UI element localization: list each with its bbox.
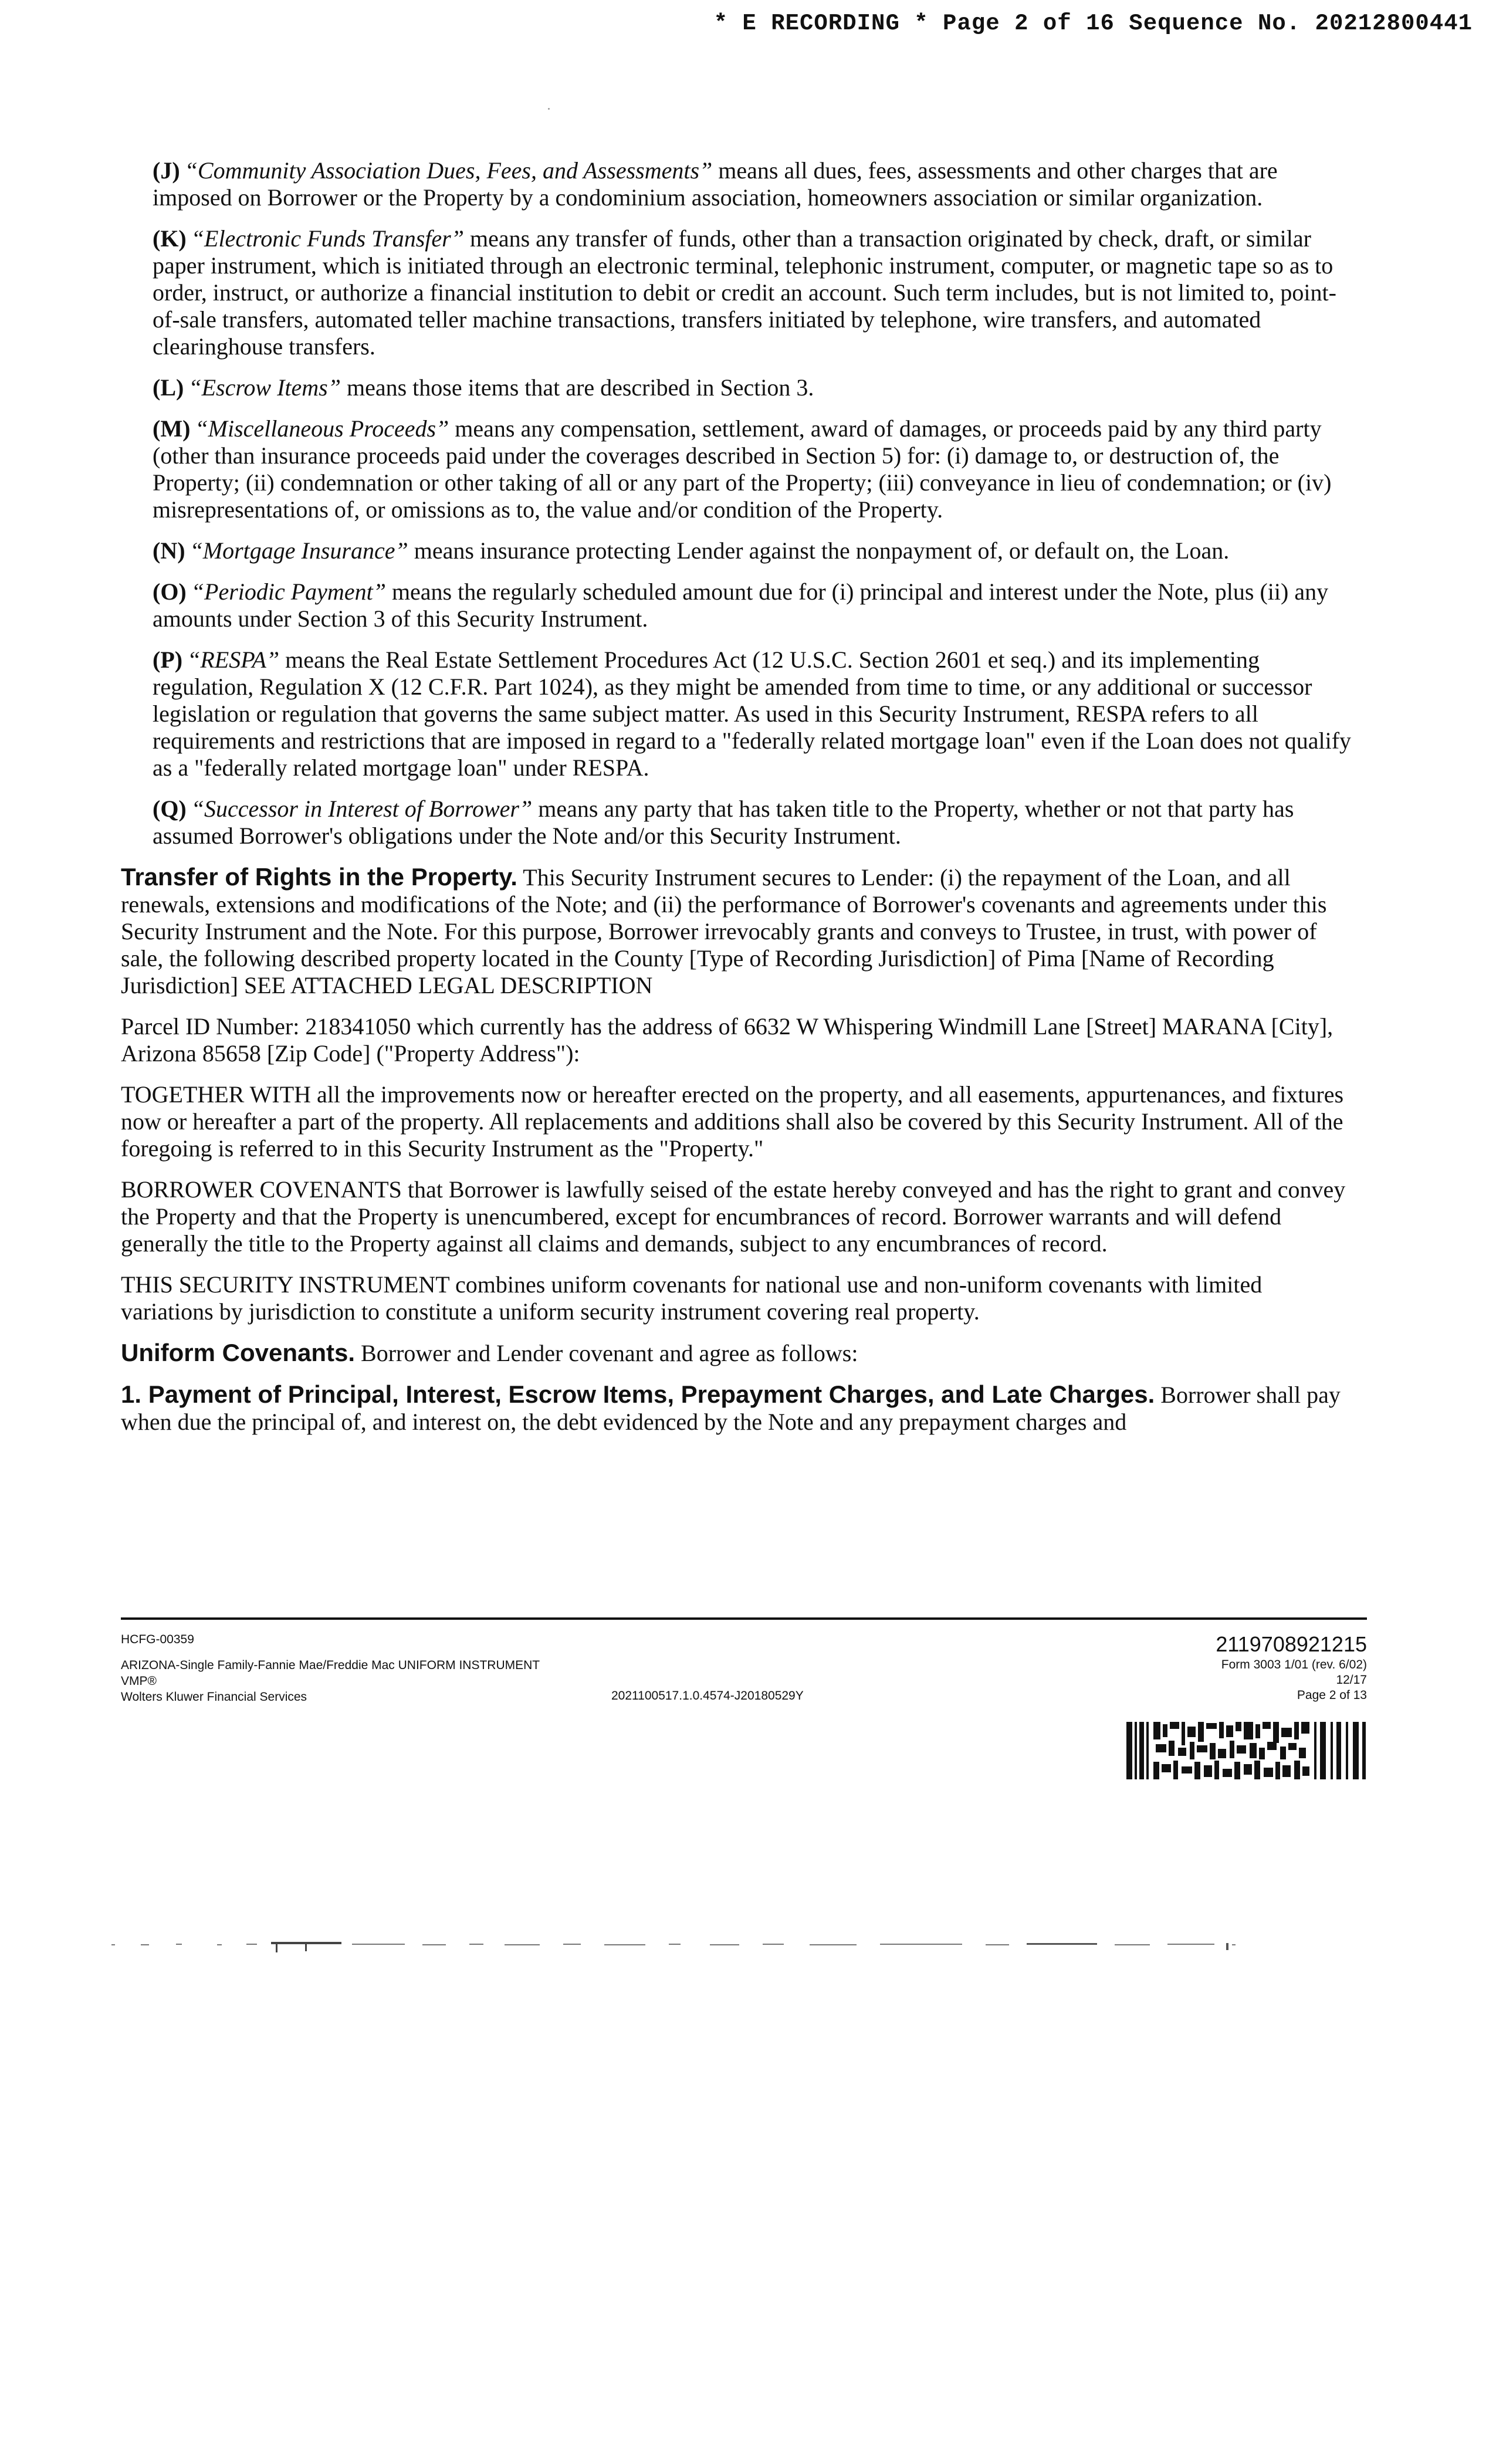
definition-letter: (L): [153, 374, 184, 401]
footer-right: [1216, 1632, 1367, 1703]
transfer-of-rights-heading: Transfer of Rights in the Property.: [121, 863, 517, 891]
document-body: [121, 157, 1353, 1450]
definition-term: “Escrow Items”: [188, 374, 341, 401]
definition-l: [153, 374, 1353, 401]
definition-term: “Electronic Funds Transfer”: [191, 225, 464, 252]
definition-m: [153, 415, 1353, 523]
security-instrument-paragraph: THIS SECURITY INSTRUMENT combines uniform covenants for national use and non-uniform covenants with limited variations by jurisdiction to constitute a uniform security instrument covering real property.: [121, 1271, 1263, 1325]
footer-form-title: ARIZONA-Single Family-Fannie Mae/Freddie Mac UNIFORM INSTRUMENT: [121, 1659, 540, 1672]
barcode-graphic: [1126, 1722, 1367, 1779]
definition-letter: (N): [153, 537, 185, 564]
uniform-covenants-heading: Uniform Covenants.: [121, 1339, 356, 1366]
definition-text: means any party that has taken title to the Property, whether or not that party has assumed Borrower's obligations under the Note and/or this Security Instrument.: [153, 796, 1294, 849]
definition-letter: (M): [153, 415, 191, 442]
footer-form-id: HCFG-00359: [121, 1633, 194, 1646]
definition-text: means any transfer of funds, other than a transaction originated by check, draft, or similar paper instrument, which is initiated through an electronic terminal, telephonic instrument, computer, or magnetic tape so as to order, instruct, or authorize a financial institution to debit or credit an account. Such term includes, but is not limited to, point-of-sale transfers, automated teller machine transactions, transfers initiated by telephone, wire transfers, and automated clearinghouse transfers.: [153, 225, 1336, 360]
footer-build-code: 2021100517.1.0.4574-J20180529Y: [611, 1689, 804, 1703]
footer-form-number: Form 3003 1/01 (rev. 6/02): [1221, 1658, 1367, 1671]
definition-n: [153, 537, 1353, 564]
definition-letter: (K): [153, 225, 187, 252]
together-with-paragraph: TOGETHER WITH all the improvements now or hereafter erected on the property, and all easements, appurtenances, and fixtures now or hereafter a part of the property. All replacements and additions shall also be covered by this Security Instrument. All of the foregoing is referred to in this Security Instrument as the "Property.": [121, 1081, 1344, 1162]
definition-term: “Miscellaneous Proceeds”: [195, 415, 449, 442]
form-footer: [121, 1617, 1367, 1704]
section-1-heading: 1. Payment of Principal, Interest, Escrow Items, Prepayment Charges, and Late Charges.: [121, 1380, 1155, 1408]
definition-text: means insurance protecting Lender against the nonpayment of, or default on, the Loan.: [408, 537, 1230, 564]
definition-term: “Successor in Interest of Borrower”: [191, 796, 533, 822]
borrower-covenants-paragraph: BORROWER COVENANTS that Borrower is lawfully seised of the estate hereby conveyed and has the right to grant and convey the Property and that the Property is unencumbered, except for encumbrances of record. Borrower warrants and will defend generally the title to the Property against all claims and demands, subject to any encumbrances of record.: [121, 1176, 1346, 1257]
definition-q: [153, 796, 1353, 849]
definition-letter: (O): [153, 578, 187, 605]
definition-letter: (Q): [153, 796, 187, 822]
definition-term: “Mortgage Insurance”: [189, 537, 408, 564]
definition-term: “Community Association Dues, Fees, and Assessments”: [184, 157, 713, 184]
uniform-covenants-text: Borrower and Lender covenant and agree as follows:: [355, 1340, 858, 1366]
footer-loan-number: 2119708921215: [1216, 1632, 1367, 1656]
scanner-artifact-line: [0, 1936, 1496, 1954]
definition-text: means any compensation, settlement, award of damages, or proceeds paid by any third party (other than insurance proceeds paid under the coverages described in Section 5) for: (i) damage to, or destruction of, the Property; (ii) condemnation or other taking of all or any part of the Property; (iii) conveyance in lieu of condemnation; or (iv) misrepresentations of, or omissions as to, the value and/or condition of the Property.: [153, 415, 1332, 523]
transfer-of-rights-paragraph: [121, 864, 1353, 999]
definition-text: means the regularly scheduled amount due for (i) principal and interest under the Note, plus (ii) any amounts under Section 3 of this Security Instrument.: [153, 578, 1329, 632]
footer-revision: 12/17: [1336, 1673, 1367, 1687]
definition-term: “RESPA”: [187, 647, 280, 673]
definition-p: [153, 647, 1353, 781]
section-1-paragraph: [121, 1381, 1353, 1436]
definition-text: means all dues, fees, assessments and other charges that are imposed on Borrower or the Property by a condominium association, homeowners association or similar organization.: [153, 157, 1278, 211]
definition-text: means the Real Estate Settlement Procedures Act (12 U.S.C. Section 2601 et seq.) and its implementing regulation, Regulation X (12 C.F.R. Part 1024), as they might be amended from time to time, or any additional or successor legislation or regulation that governs the same subject matter. As used in this Security Instrument, RESPA refers to all requirements and restrictions that are imposed in regard to a "federally related mortgage loan" even if the Loan does not qualify as a "federally related mortgage loan" under RESPA.: [153, 647, 1352, 781]
parcel-paragraph: Parcel ID Number: 218341050 which currently has the address of 6632 W Whispering Windmill Lane [Street] MARANA [City], Arizona 85658 [Zip Code] ("Property Address"):: [121, 1013, 1333, 1067]
definition-letter: (P): [153, 647, 183, 673]
recording-stamp-header: * E RECORDING * Page 2 of 16 Sequence No. 20212800441: [713, 11, 1473, 36]
scan-speck: [548, 108, 550, 110]
definition-term: “Periodic Payment”: [191, 578, 386, 605]
footer-page-label: Page 2 of 13: [1297, 1688, 1367, 1702]
definition-k: [153, 225, 1353, 360]
footer-company: Wolters Kluwer Financial Services: [121, 1690, 307, 1704]
definition-o: [153, 578, 1353, 632]
definition-j: [153, 157, 1353, 211]
footer-vendor: VMP®: [121, 1674, 157, 1688]
uniform-covenants-paragraph: [121, 1339, 1353, 1367]
transfer-of-rights-text: This Security Instrument secures to Lender: (i) the repayment of the Loan, and all renewals, extensions and modifications of the Note; and (ii) the performance of Borrower's covenants and agreements under this Security Instrument and the Note. For this purpose, Borrower irrevocably grants and conveys to Trustee, in trust, with power of sale, the following described property located in the County [Type of Recording Jurisdiction] of Pima [Name of Recording Jurisdiction] SEE ATTACHED LEGAL DESCRIPTION: [121, 864, 1327, 999]
definition-text: means those items that are described in Section 3.: [340, 374, 814, 401]
definition-letter: (J): [153, 157, 180, 184]
section-1-text: Borrower shall pay when due the principal of, and interest on, the debt evidenced by the Note and any prepayment charges and: [121, 1382, 1341, 1435]
